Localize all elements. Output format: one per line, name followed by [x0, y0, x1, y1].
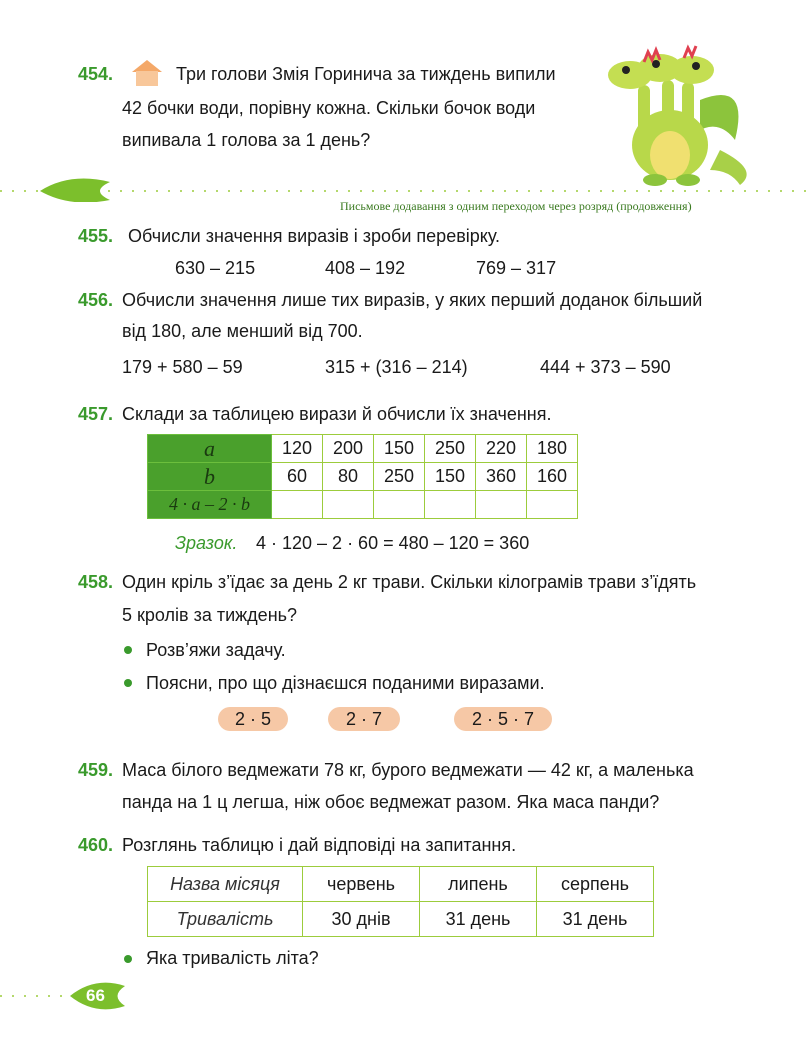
p455-expr-1: 630 – 215 — [175, 258, 256, 278]
sample-label: Зразок. — [175, 533, 238, 553]
expression-chip-1: 2 · 5 — [218, 707, 288, 731]
table-row — [148, 463, 578, 491]
p459-line-2: панда на 1 ц легша, ніж обоє ведмежат разом. Яка маса панди? — [122, 792, 660, 812]
p458-line-2: 5 кролів за тиждень? — [122, 605, 298, 625]
p458-bullet-2: Поясни, про що дізнаєшся поданими виразами. — [146, 673, 545, 693]
p456-expr-1: 179 + 580 – 59 — [122, 357, 243, 377]
p457-text: Склади за таблицею вирази й обчисли їх значення. — [122, 404, 552, 424]
table-cell: 30 днів — [303, 902, 420, 937]
p456-expr-3: 444 + 373 – 590 — [540, 357, 671, 377]
table-cell: 60 — [272, 463, 323, 491]
header-duration: Тривалість — [148, 902, 303, 937]
table-cell: 80 — [323, 463, 374, 491]
table-row — [148, 902, 654, 937]
table-cell: 150 — [425, 463, 476, 491]
bullet — [124, 955, 132, 963]
answer-cell[interactable] — [374, 491, 425, 519]
sample-expression: 4 · 120 – 2 · 60 = 480 – 120 = 360 — [256, 533, 530, 553]
answer-cell[interactable] — [527, 491, 578, 519]
expression-chip-2: 2 · 7 — [328, 707, 400, 731]
table-row — [148, 435, 578, 463]
p460-text: Розглянь таблицю і дай відповіді на запитання. — [122, 835, 517, 855]
p457-table — [147, 434, 578, 519]
answer-cell[interactable] — [272, 491, 323, 519]
table-cell: 360 — [476, 463, 527, 491]
answer-cell[interactable] — [323, 491, 374, 519]
row-label-a: a — [148, 435, 272, 463]
problem-number-458: 458. — [78, 572, 114, 592]
page-number: 66 — [86, 986, 105, 1005]
table-cell: 31 день — [420, 902, 537, 937]
problem-number-454: 454. — [78, 64, 114, 84]
table-cell: 150 — [374, 435, 425, 463]
table-cell: 180 — [527, 435, 578, 463]
header-cell: липень — [420, 867, 537, 902]
problem-number-456: 456. — [78, 290, 114, 310]
problem-number-459: 459. — [78, 760, 114, 780]
p456-expr-2: 315 + (316 – 214) — [325, 357, 468, 377]
table-cell: 250 — [425, 435, 476, 463]
table-cell: 220 — [476, 435, 527, 463]
table-cell: 200 — [323, 435, 374, 463]
table-row — [148, 491, 578, 519]
answer-cell[interactable] — [425, 491, 476, 519]
p454-line-1: Три голови Змія Горинича за тиждень випили — [176, 64, 556, 84]
p460-bullet: Яка тривалість літа? — [146, 948, 319, 968]
p460-table — [147, 866, 654, 937]
table-row — [148, 867, 654, 902]
row-label-b: b — [148, 463, 272, 491]
section-header: Письмове додавання з одним переходом через розряд (продовження) — [340, 199, 692, 213]
table-cell: 31 день — [537, 902, 654, 937]
p456-line-2: від 180, але менший від 700. — [122, 321, 363, 341]
problem-number-457: 457. — [78, 404, 114, 424]
header-month-name: Назва місяця — [148, 867, 303, 902]
p454-line-3: випивала 1 голова за 1 день? — [122, 130, 371, 150]
p459-line-1: Маса білого ведмежати 78 кг, бурого ведмежати — 42 кг, а маленька — [122, 760, 694, 780]
bullet — [124, 679, 132, 687]
header-cell: червень — [303, 867, 420, 902]
problem-number-455: 455. — [78, 226, 114, 246]
answer-cell[interactable] — [476, 491, 527, 519]
p458-bullet-1: Розв’яжи задачу. — [146, 640, 286, 660]
p455-text: Обчисли значення виразів і зроби перевірку. — [128, 226, 501, 246]
table-cell: 120 — [272, 435, 323, 463]
bullet — [124, 646, 132, 654]
p454-line-2: 42 бочки води, порівну кожна. Скільки бочок води — [122, 98, 536, 118]
problem-number-460: 460. — [78, 835, 114, 855]
table-cell: 250 — [374, 463, 425, 491]
page-number-leaf — [0, 978, 160, 1012]
house-icon — [130, 58, 164, 88]
p458-line-1: Один кріль з’їдає за день 2 кг трави. Скільки кілограмів трави з’їдять — [122, 572, 697, 592]
section-divider — [0, 172, 808, 202]
p455-expr-2: 408 – 192 — [325, 258, 406, 278]
expression-chip-3: 2 · 5 · 7 — [454, 707, 552, 731]
three-headed-dragon-icon — [600, 40, 760, 190]
p456-line-1: Обчисли значення лише тих виразів, у яких перший доданок більший — [122, 290, 703, 310]
p455-expr-3: 769 – 317 — [476, 258, 557, 278]
header-cell: серпень — [537, 867, 654, 902]
row-label-expression: 4 · a – 2 · b — [148, 491, 272, 519]
table-cell: 160 — [527, 463, 578, 491]
